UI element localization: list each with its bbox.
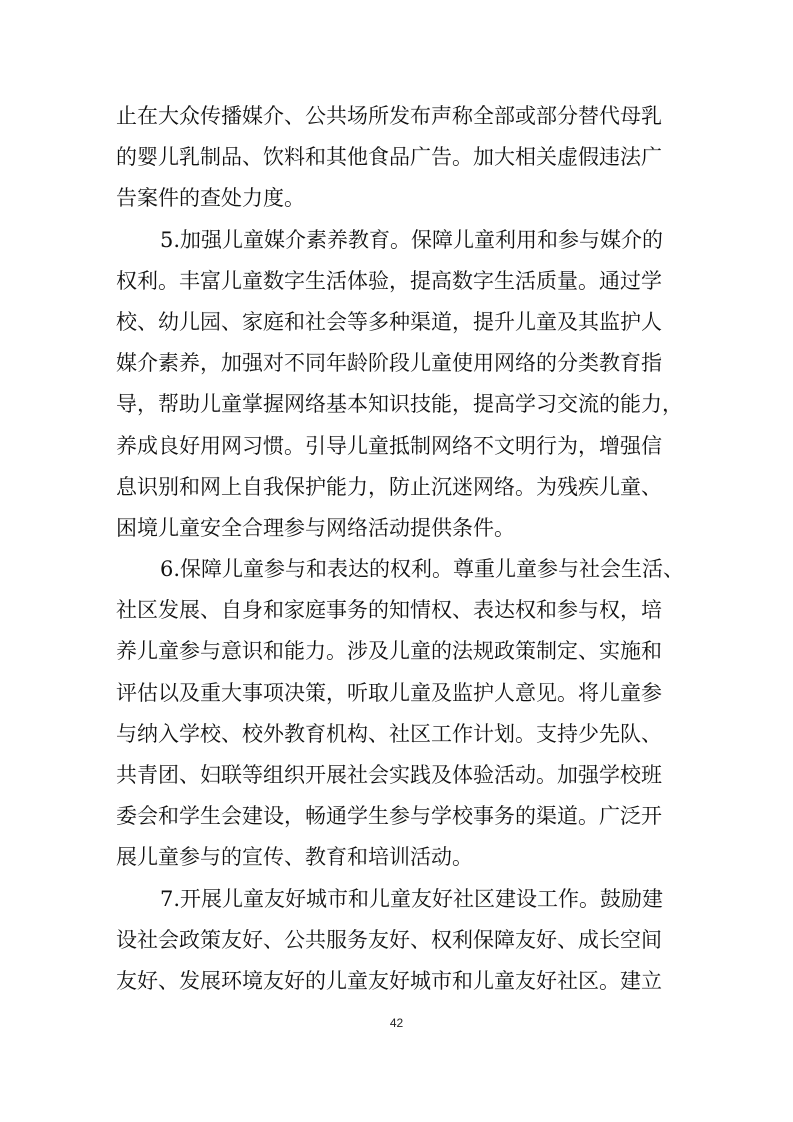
text-line: 7.开展儿童友好城市和儿童友好社区建设工作。鼓励建 — [160, 886, 664, 911]
text-line: 委会和学生会建设，畅通学生参与学校事务的渠道。广泛开 — [116, 804, 662, 829]
text-line: 养儿童参与意识和能力。涉及儿童的法规政策制定、实施和 — [116, 639, 662, 664]
text-line: 息识别和网上自我保护能力，防止沉迷网络。为残疾儿童、 — [116, 474, 662, 499]
text-line: 友好、发展环境友好的儿童友好城市和儿童友好社区。建立 — [116, 968, 662, 993]
text-line: 6.保障儿童参与和表达的权利。尊重儿童参与社会生活、 — [160, 557, 684, 582]
text-line: 社区发展、自身和家庭事务的知情权、表达权和参与权，培 — [116, 598, 662, 623]
text-line: 展儿童参与的宣传、教育和培训活动。 — [116, 845, 473, 870]
text-line: 设社会政策友好、公共服务友好、权利保障友好、成长空间 — [116, 927, 662, 952]
text-line: 的婴儿乳制品、饮料和其他食品广告。加大相关虚假违法广 — [116, 145, 662, 170]
text-line: 评估以及重大事项决策，听取儿童及监护人意见。将儿童参 — [116, 680, 662, 705]
text-line: 与纳入学校、校外教育机构、社区工作计划。支持少先队、 — [116, 721, 662, 746]
text-line: 告案件的查处力度。 — [116, 186, 305, 211]
body-text — [116, 96, 684, 1002]
text-line: 止在大众传播媒介、公共场所发布声称全部或部分替代母乳 — [116, 104, 662, 128]
text-line: 困境儿童安全合理参与网络活动提供条件。 — [116, 515, 515, 540]
text-line: 共青团、妇联等组织开展社会实践及体验活动。加强学校班 — [116, 763, 662, 787]
text-line: 校、幼儿园、家庭和社会等多种渠道，提升儿童及其监护人 — [116, 309, 662, 334]
text-line: 媒介素养，加强对不同年龄阶段儿童使用网络的分类教育指 — [116, 351, 662, 376]
text-line: 权利。丰富儿童数字生活体验，提高数字生活质量。通过学 — [116, 268, 662, 293]
text-line: 5.加强儿童媒介素养教育。保障儿童利用和参与媒介的 — [160, 227, 664, 252]
page-number: 42 — [389, 1016, 404, 1030]
text-line: 养成良好用网习惯。引导儿童抵制网络不文明行为，增强信 — [116, 433, 662, 458]
text-line: 导，帮助儿童掌握网络基本知识技能，提高学习交流的能力， — [116, 392, 683, 417]
